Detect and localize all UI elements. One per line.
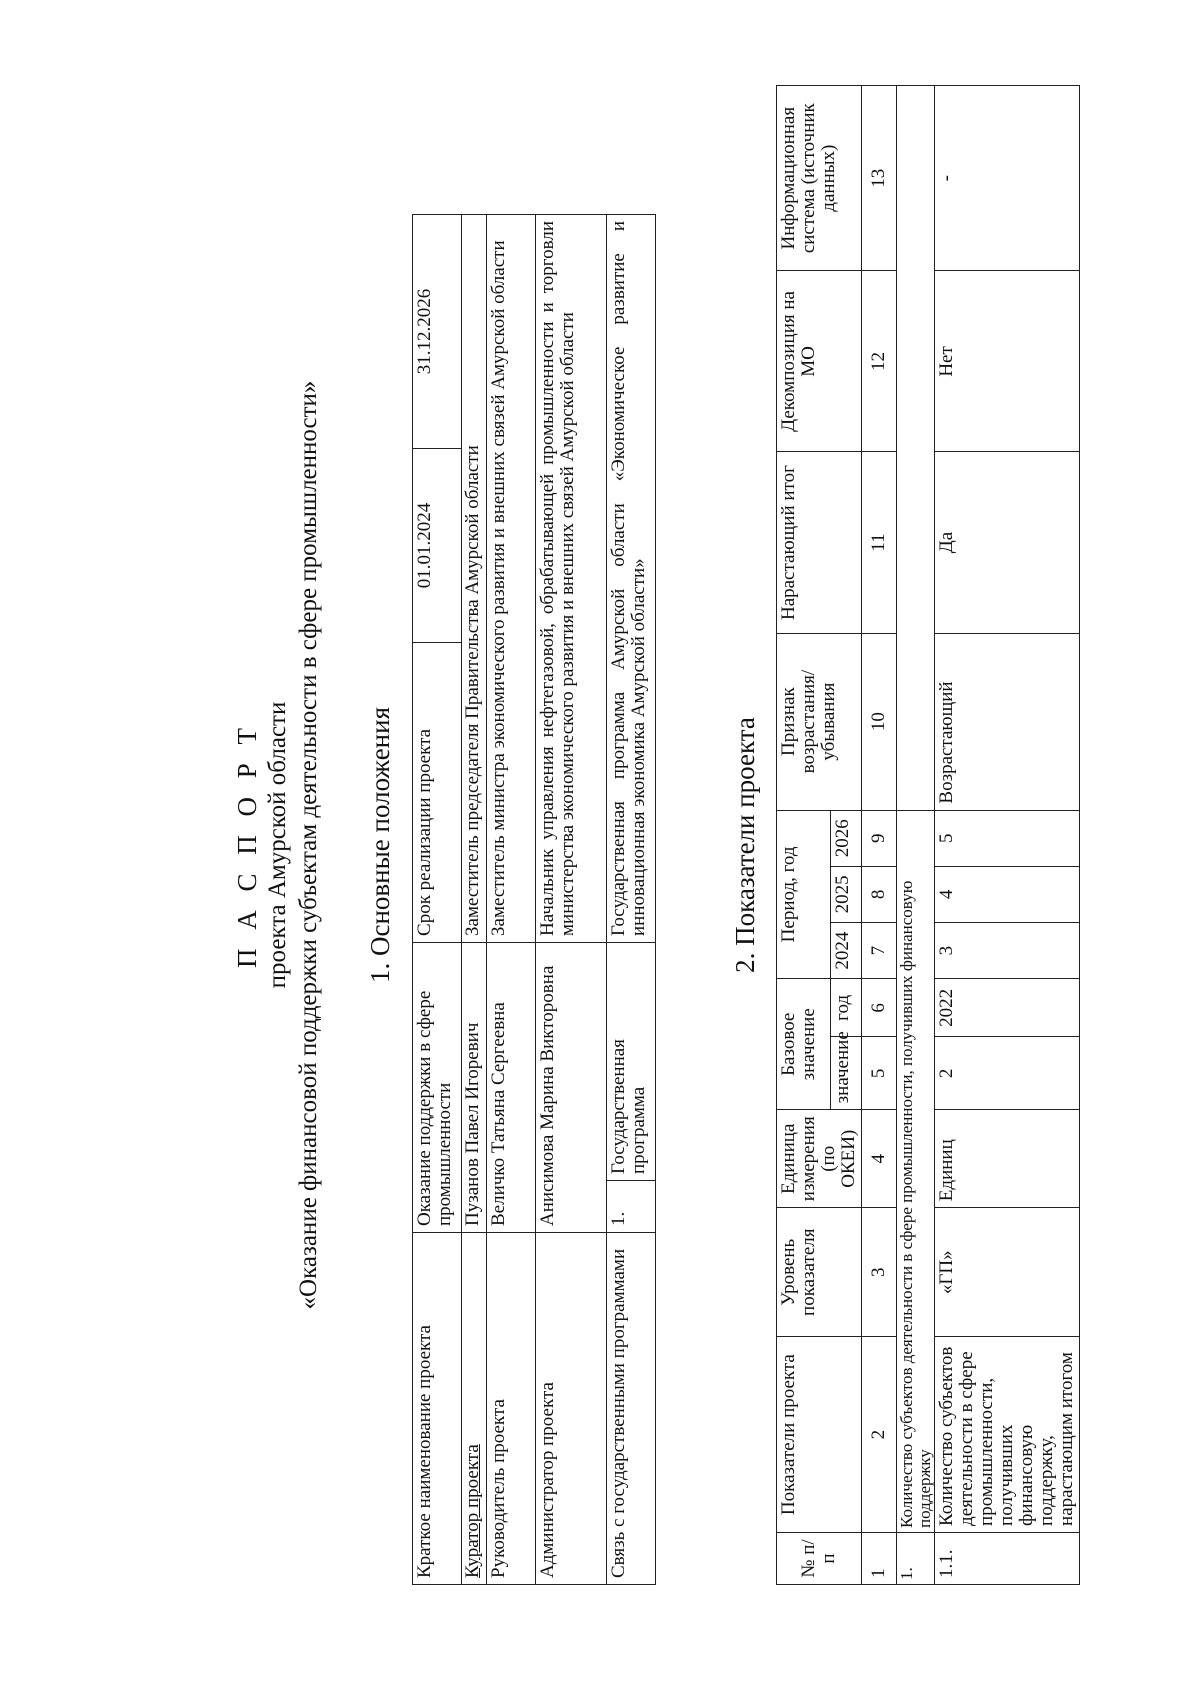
col-number: 1 [861,1532,896,1584]
head-position: Заместитель министра экономического развития и внешних связей Амурской области [487,214,536,942]
col-2025-header: 2025 [831,866,861,922]
col-num-header: № п/п [777,1532,862,1584]
col-level-header: Уровень показателя [777,1208,862,1337]
section1-heading: 1. Основные положения [365,707,395,983]
link-label: Связь с государственными программами [607,1233,656,1585]
head-label: Руководитель проекта [487,1233,536,1585]
row-base-value: 2 [935,1037,1080,1110]
col-number: 5 [861,1037,896,1110]
col-base-value-header: значение [831,1037,861,1110]
col-number: 8 [861,866,896,922]
col-2026-header: 2026 [831,810,861,866]
period-label: Срок реализации проекта [413,642,462,942]
table-row [536,214,607,1584]
col-number: 12 [861,271,896,452]
table-header-row [777,86,831,1585]
table-row [935,86,1080,1585]
section2-heading: 2. Показатели проекта [730,717,760,973]
link-value: Государственная программа Амурской области «Экономическое развитие и инновационная экономика Амурской области» [607,214,656,942]
short-name-label: Краткое наименование проекта [413,1233,462,1585]
col-number: 13 [861,86,896,271]
col-number: 6 [861,979,896,1037]
table-row [487,214,536,1584]
col-decomposition-header: Декомпозиция на МО [777,271,862,452]
admin-position: Начальник управления нефтегазовой, обрабатывающей промышленности и торговли министерства экономического развития и внешних связей Амурской области [536,214,607,942]
col-number: 7 [861,922,896,978]
row-num: 1.1. [935,1532,1080,1584]
col-number: 10 [861,633,896,810]
col-trend-header: Признак возрастания/ убывания [777,633,862,810]
row-unit: Единиц [935,1110,1080,1208]
table-row [413,214,462,1584]
period-end: 31.12.2026 [413,214,462,448]
column-numbers-row [861,86,896,1585]
row-trend: Возрастающий [935,633,1080,810]
row-base-year: 2022 [935,979,1080,1037]
col-number: 9 [861,810,896,866]
curator-label: Куратор проекта [462,1444,483,1578]
col-2024-header: 2024 [831,922,861,978]
link-num: 1. [607,1181,656,1233]
col-base-year-header: год [831,979,861,1037]
main-provisions-table [412,214,656,1585]
indicators-table [776,85,1080,1585]
group-title: Количество субъектов деятельности в сфере промышленности, получивших финансовую поддержку [896,810,935,1532]
admin-label: Администратор проекта [536,1233,607,1585]
project-name: «Оказание финансовой поддержки субъектам деятельности в сфере промышленности» [295,380,322,1310]
col-info-system-header: Информационная система (источник данных) [777,86,862,271]
short-name-value: Оказание поддержки в сфере промышленности [413,942,462,1232]
passport-document [70,75,1078,1615]
curator-name: Пузанов Павел Игоревич [462,942,487,1232]
col-unit-header: Единица измерения (по ОКЕИ) [777,1110,862,1208]
col-base-header: Базовое значение [777,979,831,1110]
row-info-system: - [935,86,1080,271]
row-cumulative: Да [935,452,1080,633]
curator-position: Заместитель председателя Правительства Амурской области [462,214,487,942]
head-name: Величко Татьяна Сергеевна [487,942,536,1232]
link-type: Государственная программа [607,942,656,1180]
admin-name: Анисимова Марина Викторовна [536,942,607,1232]
col-number: 11 [861,452,896,633]
col-number: 3 [861,1208,896,1337]
group-row [896,86,935,1585]
row-2026: 5 [935,810,1080,866]
col-number: 2 [861,1337,896,1533]
table-row [607,214,656,1584]
table-row [462,214,487,1584]
col-indicator-header: Показатели проекта [777,1337,862,1533]
document-title: П А С П О Р Т [232,722,262,969]
col-number: 4 [861,1110,896,1208]
document-subtitle: проекта Амурской области [264,701,291,989]
period-start: 01.01.2024 [413,448,462,642]
row-2025: 4 [935,866,1080,922]
group-num: 1. [896,1532,935,1584]
row-2024: 3 [935,922,1080,978]
row-indicator: Количество субъектов деятельности в сфере промышленности, получивших финансовую поддержку, нарастающим итогом [935,1337,1080,1533]
col-cumulative-header: Нарастающий итог [777,452,862,633]
row-decomposition: Нет [935,271,1080,452]
col-period-header: Период, год [777,810,831,979]
group-empty-cell [896,86,935,811]
row-level: «ГП» [935,1208,1080,1337]
